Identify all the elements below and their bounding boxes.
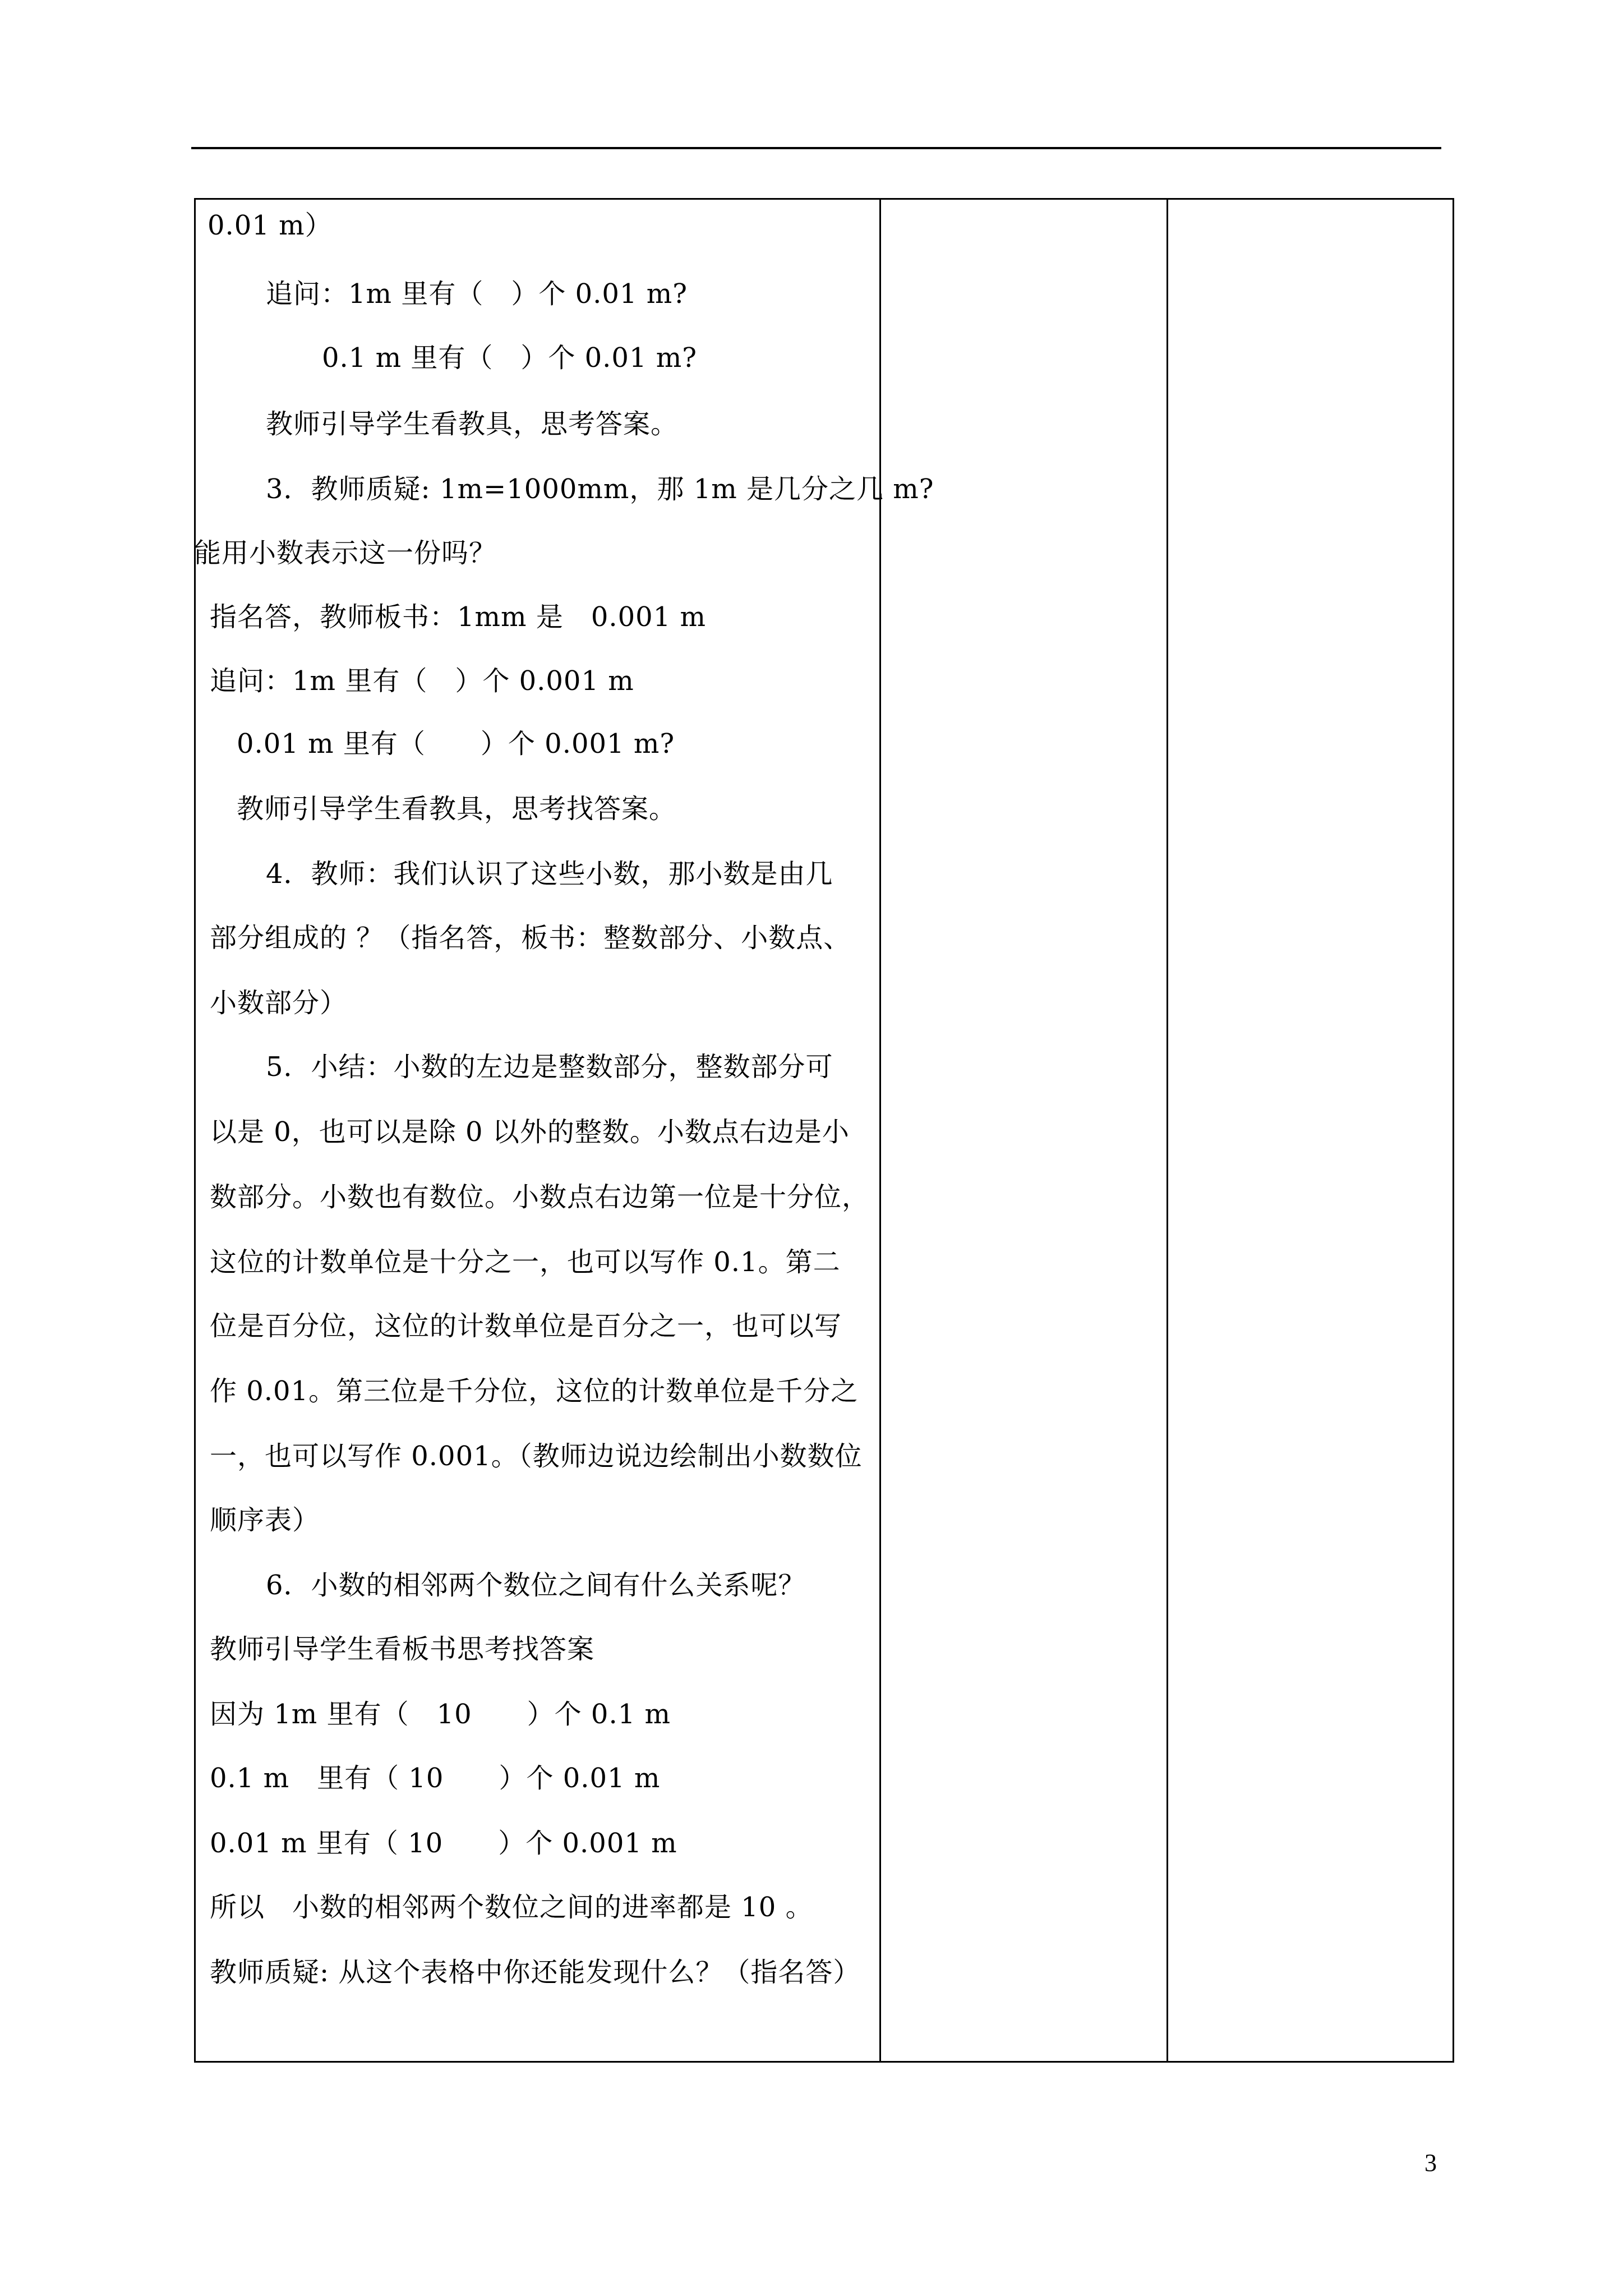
text-line: 追问：1m 里有（ ）个 0.001 m xyxy=(210,665,634,697)
text-line: 0.01 m 里有（ ）个 0.001 m? xyxy=(237,728,675,760)
text-line: 0.1 m 里有（ ）个 0.01 m? xyxy=(322,342,698,374)
text-line: 0.01 m 里有（ 10 ）个 0.001 m xyxy=(210,1828,677,1859)
text-line: 指名答，教师板书：1mm 是 0.001 m xyxy=(210,601,707,633)
text-line: 0.1 m 里有（ 10 ）个 0.01 m xyxy=(210,1763,661,1794)
text-line: 这位的计数单位是十分之一，也可以写作 0.1。第二 xyxy=(210,1246,841,1278)
text-line: 顺序表） xyxy=(210,1504,320,1536)
text-line: 教师引导学生看板书思考找答案 xyxy=(210,1634,595,1665)
page-number: 3 xyxy=(1424,2149,1437,2177)
text-line: 6．小数的相邻两个数位之间有什么关系呢？ xyxy=(266,1570,806,1601)
text-line: 以是 0，也可以是除 0 以外的整数。小数点右边是小 xyxy=(210,1116,850,1148)
text-line: 教师引导学生看教具，思考答案。 xyxy=(266,408,679,440)
text-line: 数部分。小数也有数位。小数点右边第一位是十分位， xyxy=(210,1181,870,1213)
text-line: 0.01 m） xyxy=(208,210,333,241)
text-line: 教师质疑: 从这个表格中你还能发现什么？（指名答） xyxy=(210,1957,861,1988)
header-rule xyxy=(191,147,1441,149)
text-line: 所以 小数的相邻两个数位之间的进率都是 10 。 xyxy=(210,1892,813,1923)
table-column-divider xyxy=(1166,198,1168,2063)
text-line: 4．教师：我们认识了这些小数，那小数是由几 xyxy=(266,858,833,890)
text-line: 位是百分位，这位的计数单位是百分之一，也可以写 xyxy=(210,1310,842,1342)
text-line: 小数部分） xyxy=(210,987,348,1019)
text-line: 作 0.01。第三位是千分位，这位的计数单位是千分之 xyxy=(210,1375,859,1407)
text-line: 能用小数表示这一份吗？ xyxy=(194,537,497,569)
text-line: 部分组成的 ？（指名答，板书：整数部分、小数点、 xyxy=(210,922,851,954)
text-line: 5．小结：小数的左边是整数部分，整数部分可 xyxy=(266,1051,833,1083)
text-line: 因为 1m 里有（ 10 ）个 0.1 m xyxy=(210,1699,671,1730)
text-line: 追问：1m 里有（ ）个 0.01 m? xyxy=(266,278,688,310)
text-line: 一，也可以写作 0.001。（教师边说边绘制出小数数位 xyxy=(210,1441,863,1472)
text-line: 3．教师质疑: 1m=1000mm，那 1m 是几分之几 m? xyxy=(266,473,934,505)
text-line: 教师引导学生看教具，思考找答案。 xyxy=(237,793,677,825)
